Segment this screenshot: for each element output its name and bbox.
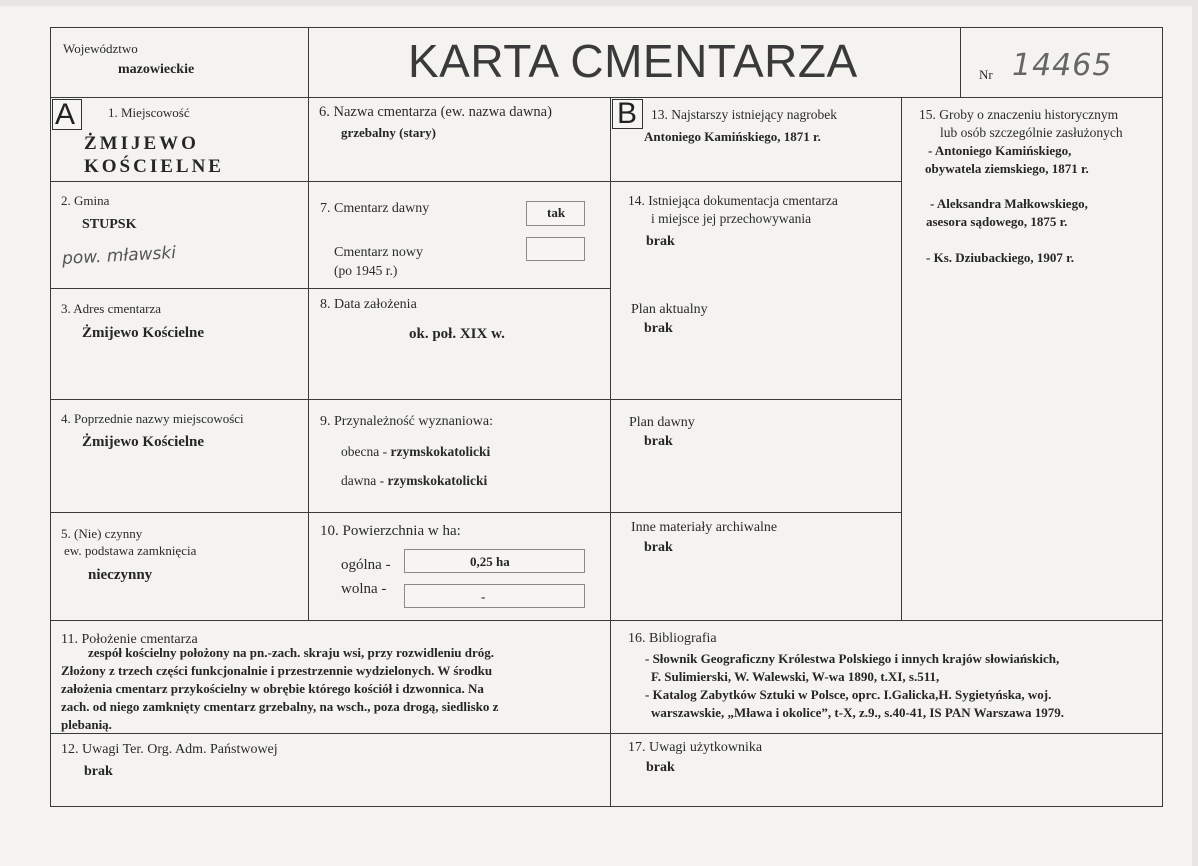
field5-label1: 5. (Nie) czynny bbox=[61, 526, 143, 541]
field9-current-label: obecna - bbox=[341, 444, 391, 459]
divider-header bbox=[50, 97, 1163, 98]
divider-col1 bbox=[308, 27, 309, 620]
field9-former-label: dawna - bbox=[341, 473, 388, 488]
field7-old-value: tak bbox=[547, 205, 566, 220]
divider-nr bbox=[960, 27, 961, 97]
divider-col3 bbox=[901, 97, 902, 620]
paper-edge-top bbox=[0, 0, 1198, 6]
divider-row6 bbox=[50, 733, 1163, 734]
field11-line3: założenia cmentarz przykościelny w obrębie którego kościół i dzwonnica. Na bbox=[61, 681, 484, 696]
field15-label1: 15. Groby o znaczeniu historycznym bbox=[919, 107, 1119, 122]
field10-label: 10. Powierzchnia w ha: bbox=[320, 523, 461, 539]
field10-total-label: ogólna - bbox=[341, 557, 391, 573]
section-a-letter: A bbox=[55, 98, 76, 131]
other-materials-value: brak bbox=[644, 540, 673, 555]
paper-edge-right bbox=[1192, 0, 1198, 866]
field10-free-box bbox=[404, 584, 585, 608]
field7-new-label2: (po 1945 r.) bbox=[334, 263, 398, 278]
field9-label: 9. Przynależność wyznaniowa: bbox=[320, 414, 493, 429]
divider-row4 bbox=[50, 512, 902, 513]
plan-old-label: Plan dawny bbox=[629, 415, 695, 430]
field14-value: brak bbox=[646, 234, 675, 249]
field17-label: 17. Uwagi użytkownika bbox=[628, 740, 763, 755]
other-materials-label: Inne materiały archiwalne bbox=[631, 520, 778, 535]
field2-value: STUPSK bbox=[82, 217, 137, 232]
field16-label: 16. Bibliografia bbox=[628, 631, 717, 646]
field4-value: Żmijewo Kościelne bbox=[82, 434, 205, 450]
divider-row5 bbox=[50, 620, 1163, 621]
field15-entry1-line2: obywatela ziemskiego, 1871 r. bbox=[925, 161, 1089, 176]
field6-label: 6. Nazwa cmentarza (ew. nazwa dawna) bbox=[319, 104, 552, 120]
section-b-letter: B bbox=[617, 97, 638, 130]
voivodeship-value: mazowieckie bbox=[118, 62, 195, 77]
field17-value: brak bbox=[646, 760, 675, 775]
field16-line4: warszawskie, „Mława i okolice”, t-X, z.9., s.40-41, IS PAN Warszawa 1979. bbox=[651, 705, 1064, 720]
field4-label: 4. Poprzednie nazwy miejscowości bbox=[61, 411, 244, 426]
field8-label: 8. Data założenia bbox=[320, 297, 417, 312]
field11-line2: Złożony z trzech części funkcjonalnie i przestrzennie wydzielonych. W środku bbox=[61, 663, 493, 678]
field3-label: 3. Adres cmentarza bbox=[61, 301, 161, 316]
field13-label: 13. Najstarszy istniejący nagrobek bbox=[651, 107, 837, 122]
field9-current-row bbox=[341, 443, 490, 460]
field2-label: 2. Gmina bbox=[61, 193, 110, 208]
field16-line2: F. Sulimierski, W. Walewski, W-wa 1890, t.XI, s.511, bbox=[651, 669, 940, 684]
field15-entry1-line1: - Antoniego Kamińskiego, bbox=[928, 143, 1072, 158]
field16-line3: - Katalog Zabytków Sztuki w Polsce, oprc. I.Galicka,H. Sygietyńska, woj. bbox=[645, 687, 1052, 702]
field10-free-value: - bbox=[481, 589, 486, 604]
field10-total-value: 0,25 ha bbox=[470, 554, 510, 569]
field11-line4: zach. od niego zamknięty cmentarz grzebalny, na wsch., poza drogą, siedlisko z bbox=[61, 699, 499, 714]
field1-value-line1: ŻMIJEWO bbox=[84, 133, 199, 154]
field12-label: 12. Uwagi Ter. Org. Adm. Państwowej bbox=[61, 742, 278, 757]
field3-value: Żmijewo Kościelne bbox=[82, 325, 205, 341]
field5-value: nieczynny bbox=[88, 567, 153, 583]
field14-label1: 14. Istniejąca dokumentacja cmentarza bbox=[628, 193, 838, 208]
divider-row3 bbox=[50, 399, 902, 400]
field11-label: 11. Położenie cmentarza bbox=[61, 632, 198, 647]
field9-former-row bbox=[341, 472, 487, 489]
field15-entry3-line1: - Ks. Dziubackiego, 1907 r. bbox=[926, 250, 1074, 265]
field11-line1: zespół kościelny położony na pn.-zach. skraju wsi, przy rozwidleniu dróg. bbox=[88, 645, 495, 660]
nr-label: Nr bbox=[979, 67, 993, 82]
field13-value: Antoniego Kamińskiego, 1871 r. bbox=[644, 129, 821, 144]
field10-free-label: wolna - bbox=[341, 581, 387, 597]
field7-old-label: 7. Cmentarz dawny bbox=[320, 201, 430, 216]
field12-value: brak bbox=[84, 764, 113, 779]
field6-value: grzebalny (stary) bbox=[341, 125, 436, 140]
divider-col2 bbox=[610, 97, 611, 807]
plan-current-value: brak bbox=[644, 321, 673, 336]
field8-value: ok. poł. XIX w. bbox=[409, 326, 505, 342]
plan-current-label: Plan aktualny bbox=[631, 302, 708, 317]
divider-row2-left bbox=[50, 288, 611, 289]
plan-old-value: brak bbox=[644, 434, 673, 449]
field14-label2: i miejsce jej przechowywania bbox=[651, 211, 812, 226]
field2-handwritten: pow. mławski bbox=[61, 243, 177, 269]
field9-former-value: rzymskokatolicki bbox=[387, 473, 488, 488]
field1-label: 1. Miejscowość bbox=[108, 105, 190, 120]
voivodeship-label: Województwo bbox=[63, 41, 138, 56]
field15-entry2-line1: - Aleksandra Małkowskiego, bbox=[930, 196, 1088, 211]
field16-line1: - Słownik Geograficzny Królestwa Polskiego i innych krajów słowiańskich, bbox=[645, 651, 1060, 666]
field1-value-line2: KOŚCIELNE bbox=[84, 156, 224, 177]
field7-new-label1: Cmentarz nowy bbox=[334, 245, 424, 260]
field9-current-value: rzymskokatolicki bbox=[390, 444, 491, 459]
field11-line5: plebanią. bbox=[61, 717, 112, 732]
field15-entry2-line2: asesora sądowego, 1875 r. bbox=[926, 214, 1068, 229]
field15-label2: lub osób szczególnie zasłużonych bbox=[940, 125, 1123, 140]
page-title: KARTA CMENTARZA bbox=[408, 35, 858, 87]
field7-new-box bbox=[526, 237, 585, 261]
field5-label2: ew. podstawa zamknięcia bbox=[64, 543, 197, 558]
nr-value: 14465 bbox=[1012, 48, 1113, 83]
divider-row1 bbox=[50, 181, 902, 182]
